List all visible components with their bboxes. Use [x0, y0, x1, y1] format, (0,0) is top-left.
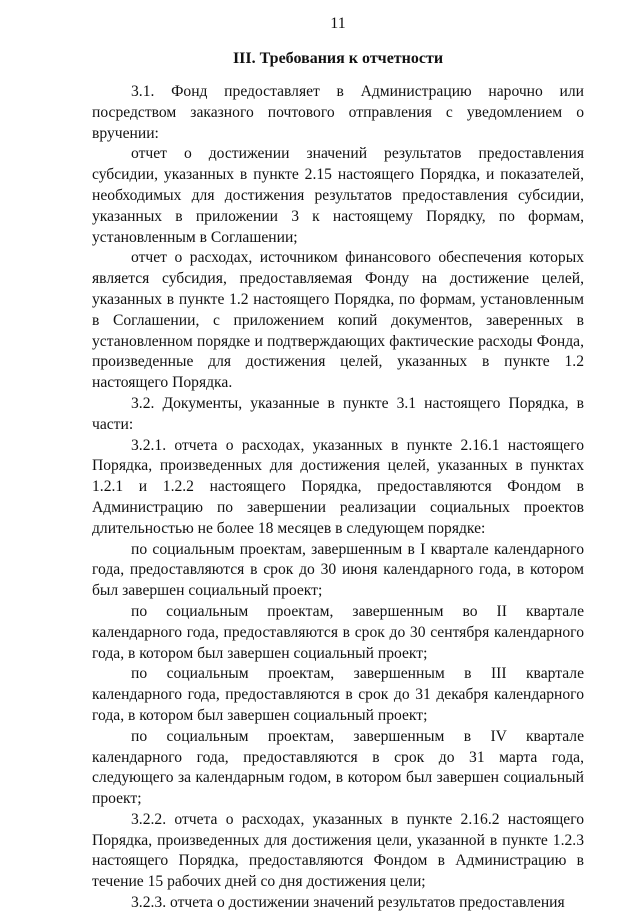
paragraph-report-expenses: отчет о расходах, источником финансового обеспечения которых является субсидия, предоставляемая Фонду на достижение целей, указанных в пункте 1.2 настоящего Порядка, по формам, установленным в Соглашении, с приложением копий документов, заверенных в установленном порядке и подтверждающих фактические расходы Фонда, произведенные для достижения целей, указанных в пункте 1.2 настоящего Порядка.	[92, 249, 584, 392]
paragraph-3-2-2: 3.2.2. отчета о расходах, указанных в пункте 2.16.2 настоящего Порядка, произведенных для достижения цели, указанной в пункте 1.2.3 настоящего Порядка, предоставляются Фондом в Администрацию в течение 15 рабочих дней со дня достижения цели;	[92, 810, 584, 891]
section-title: III. Требования к отчетности	[232, 50, 444, 67]
paragraph-quarter-1: по социальным проектам, завершенным в I квартале календарного года, предоставляются в срок до 30 июня календарного года, в котором был завершен социальный проект;	[92, 540, 584, 600]
paragraph-quarter-2: по социальным проектам, завершенным во II квартале календарного года, предоставляются в срок до 30 сентября календарного года, в котором был завершен социальный проект;	[92, 602, 584, 662]
paragraph-3-2-3: 3.2.3. отчета о достижении значений результатов предоставления	[131, 894, 565, 912]
paragraph-quarter-4: по социальным проектам, завершенным в IV квартале календарного года, предоставляются в срок до 31 марта года, следующего за календарным годом, в котором был завершен социальный проект;	[92, 727, 584, 808]
paragraph-report-results: отчет о достижении значений результатов предоставления субсидии, указанных в пункте 2.15 настоящего Порядка, и показателей, необходимых для достижения результатов предоставления субсидии, указанных в приложении 3 к настоящему Порядку, по формам, установленным в Соглашении;	[92, 145, 584, 246]
page-number: 11	[330, 15, 346, 32]
paragraph-3-2-1: 3.2.1. отчета о расходах, указанных в пункте 2.16.1 настоящего Порядка, произведенных для достижения целей, указанных в пунктах 1.2.1 и 1.2.2 настоящего Порядка, предоставляются Фондом в Администрацию по завершении реализации социальных проектов длительностью не более 18 месяцев в следующем порядке:	[92, 436, 584, 537]
paragraph-quarter-3: по социальным проектам, завершенным в III квартале календарного года, предоставляются в срок до 31 декабря календарного года, в котором был завершен социальный проект;	[92, 665, 584, 724]
paragraph-3-1: 3.1. Фонд предоставляет в Администрацию нарочно или посредством заказного почтового отправления с уведомлением о вручении:	[92, 83, 584, 142]
document-body	[92, 82, 584, 914]
paragraph-3-2: 3.2. Документы, указанные в пункте 3.1 настоящего Порядка, в части:	[92, 394, 584, 433]
